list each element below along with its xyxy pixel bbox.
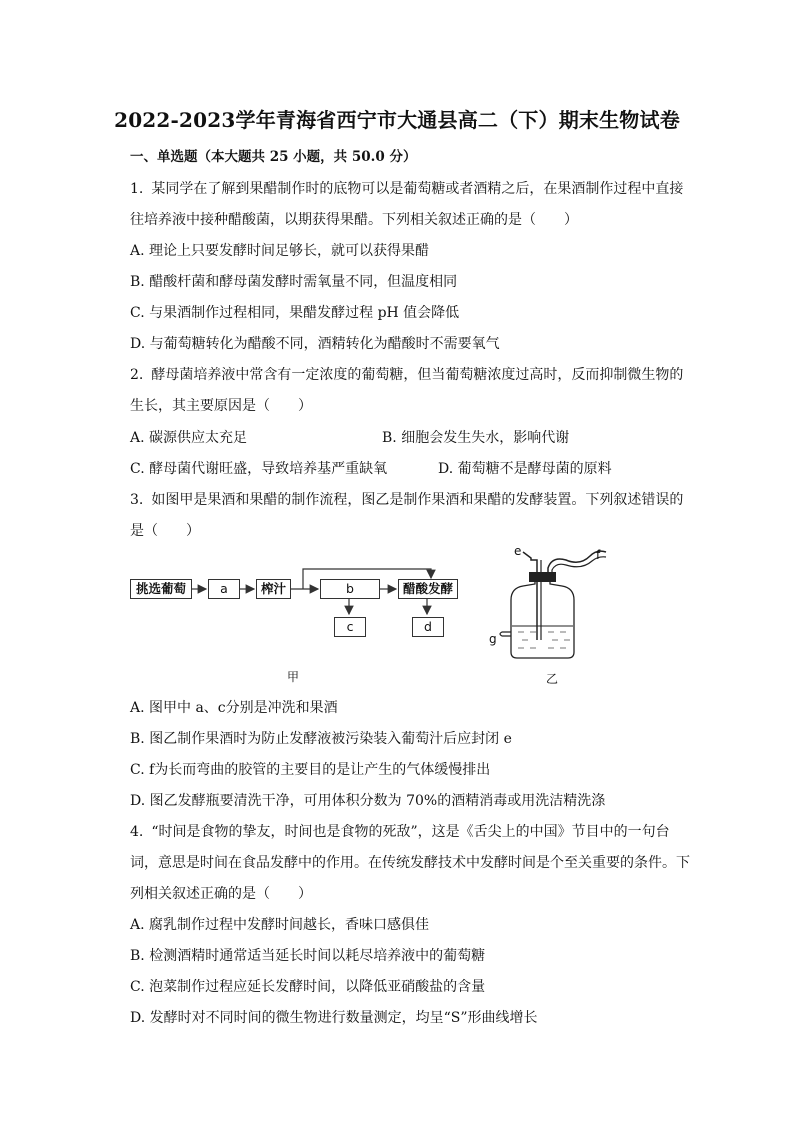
flow-box-d: d [412, 617, 444, 637]
q3-number: 3. [130, 492, 144, 508]
flow-box-pick-grapes: 挑选葡萄 [130, 579, 192, 599]
q4-stem-text1: “时间是食物的挚友，时间也是食物的死敌”，这是《舌尖上的中国》节目中的一句台 [151, 824, 670, 840]
q4-stem-line3: 列相关叙述正确的是（ ） [130, 886, 312, 902]
q3-stem-line1 [130, 489, 683, 509]
figure-label-e: e [514, 544, 522, 558]
flow-box-c: c [334, 617, 366, 637]
q2-number: 2. [130, 367, 144, 383]
q1-option-a: A. 理论上只要发酵时间足够长，就可以获得果醋 [130, 243, 430, 259]
flow-box-a: a [208, 579, 240, 599]
flow-box-vinegar-fermentation: 醋酸发酵 [398, 579, 458, 599]
q4-stem-line1 [130, 821, 670, 841]
q4-number: 4. [130, 824, 144, 840]
section-heading: 一、单选题（本大题共 25 小题，共 50.0 分） [130, 149, 417, 165]
q2-option-c: C. 酵母菌代谢旺盛，导致培养基严重缺氧 [130, 461, 388, 477]
q1-stem-text1: 某同学在了解到果醋制作时的底物可以是葡萄糖或者酒精之后，在果酒制作过程中直接 [151, 181, 684, 197]
q2-stem-text1: 酵母菌培养液中常含有一定浓度的葡萄糖，但当葡萄糖浓度过高时，反而抑制微生物的 [151, 367, 684, 383]
flow-box-juice: 榨汁 [256, 579, 291, 599]
liquid-dashes [518, 632, 570, 648]
flow-box-b: b [320, 579, 380, 599]
q1-stem-line1 [130, 178, 683, 198]
q1-option-b: B. 醋酸杆菌和酵母菌发酵时需氧量不同，但温度相同 [130, 274, 458, 290]
q2-option-b: B. 细胞会发生失水，影响代谢 [382, 430, 570, 446]
q2-stem-line2: 生长，其主要原因是（ ） [130, 398, 312, 414]
figure-label-jia: 甲 [287, 670, 300, 684]
q1-option-c: C. 与果酒制作过程相同，果醋发酵过程 pH 值会降低 [130, 305, 460, 321]
q1-option-d: D. 与葡萄糖转化为醋酸不同，酒精转化为醋酸时不需要氧气 [130, 336, 500, 352]
bottle-outline [511, 578, 574, 658]
q4-option-b: B. 检测酒精时通常适当延长时间以耗尽培养液中的葡萄糖 [130, 948, 486, 964]
outlet-g [500, 632, 511, 636]
figure-label-f: f [596, 548, 601, 562]
q3-stem-line2: 是（ ） [130, 523, 200, 539]
q2-option-a: A. 碳源供应太充足 [130, 430, 248, 446]
q4-option-d: D. 发酵时对不同时间的微生物进行数量测定，均呈“S”形曲线增长 [130, 1010, 538, 1026]
q2-option-d: D. 葡萄糖不是酵母菌的原料 [438, 461, 612, 477]
q4-stem-line2: 词，意思是时间在食品发酵中的作用。在传统发酵技术中发酵时间是个至关重要的条件。下 [130, 855, 690, 871]
figure-label-g: g [489, 632, 497, 646]
q3-option-d: D. 图乙发酵瓶要清洗干净，可用体积分数为 70%的酒精消毒或用洗洁精洗涤 [130, 793, 606, 809]
q4-option-a: A. 腐乳制作过程中发酵时间越长，香味口感俱佳 [130, 917, 430, 933]
q3-option-a: A. 图甲中 a、c分别是冲洗和果酒 [130, 700, 338, 716]
q1-number: 1. [130, 181, 144, 197]
page-title: 2022-2023学年青海省西宁市大通县高二（下）期末生物试卷 [114, 108, 680, 132]
tube-e [523, 552, 537, 640]
q3-stem-text1: 如图甲是果酒和果醋的制作流程，图乙是制作果酒和果醋的发酵装置。下列叙述错误的 [151, 492, 684, 508]
q4-option-c: C. 泡菜制作过程应延长发酵时间，以降低亚硝酸盐的含量 [130, 979, 486, 995]
q1-stem-line2: 往培养液中接种醋酸菌，以期获得果醋。下列相关叙述正确的是（ ） [130, 212, 578, 228]
bottle-stopper [529, 572, 556, 582]
q3-option-c: C. f为长而弯曲的胶管的主要目的是让产生的气体缓慢排出 [130, 762, 491, 778]
q3-option-b: B. 图乙制作果酒时为防止发酵液被污染装入葡萄汁后应封闭 e [130, 731, 512, 747]
q2-stem-line1 [130, 364, 683, 384]
figure-label-yi: 乙 [546, 672, 559, 686]
